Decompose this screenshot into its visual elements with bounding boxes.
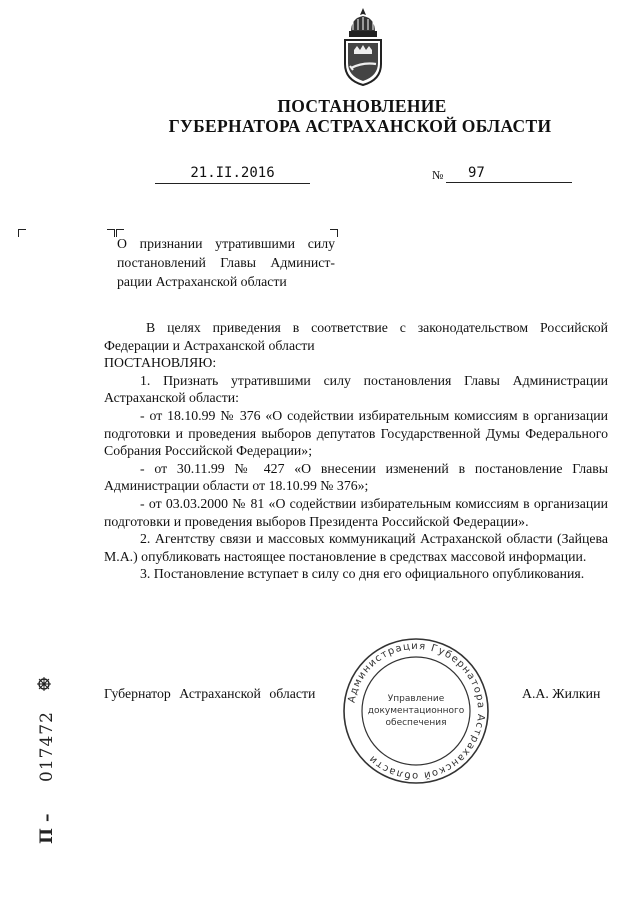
document-number: 97 [446,165,572,183]
sub-item-3: - от 03.03.2000 № 81 «О содействии избирательным комиссиям в организации подготовки и проведения выборов Президента Российской Федерации». [104,495,608,529]
serial-number-digits: 017472 [37,711,57,782]
sub-item-1: - от 18.10.99 № 376 «О содействии избирательным комиссиям в организации подготовки и проведения выборов депутатов Государственной Думы Федерального Собрания Российской Федерации»; [104,407,608,459]
sub-item-2: - от 30.11.99 № 427 «О внесении изменений в постановление Главы Администрации области от 18.10.99 № 376»; [104,460,608,494]
official-stamp [340,635,492,787]
corner-mark-subject-left [107,229,115,237]
stamp-outer-text: Администрация Губернатора Астраханской области [346,640,487,782]
item-2: 2. Агентству связи и массовых коммуникаций Астраханской области (Зайцева М.А.) опубликовать настоящее постановление в средствах массовой информации. [104,531,608,564]
stamp-line2: документационного [367,706,465,716]
number-sign: № [432,168,444,182]
coat-of-arms-emblem [333,6,393,88]
signatory-title: Губернатор Астраханской области [104,686,316,701]
corner-mark-top-left [18,229,26,237]
signatory-name: А.А. Жилкин [522,686,601,701]
resolve-heading: ПОСТАНОВЛЯЮ: [104,355,217,371]
document-body [104,319,608,583]
stamp-line3: обеспечения [385,718,447,728]
document-date: 21.II.2016 [155,165,310,184]
item-3: 3. Постановление вступает в силу со дня его официального опубликования. [140,566,585,582]
document-title-line1: ПОСТАНОВЛЕНИЕ [277,96,447,116]
rosette-icon [37,677,51,691]
serial-series: П – [37,813,57,844]
form-serial-number [8,672,60,852]
item-1: 1. Признать утратившими силу постановления Главы Администрации Астраханской области: [104,372,608,406]
document-subject: О признании утратившими силу постановлений Главы Админист-рации Астраханской области [117,236,335,289]
intro-paragraph: В целях приведения в соответствие с законодательством Российской Федерации и Астраханской области [104,320,608,353]
stamp-line1: Управление [387,694,445,704]
document-title-line2: ГУБЕРНАТОРА АСТРАХАНСКОЙ ОБЛАСТИ [168,116,552,136]
